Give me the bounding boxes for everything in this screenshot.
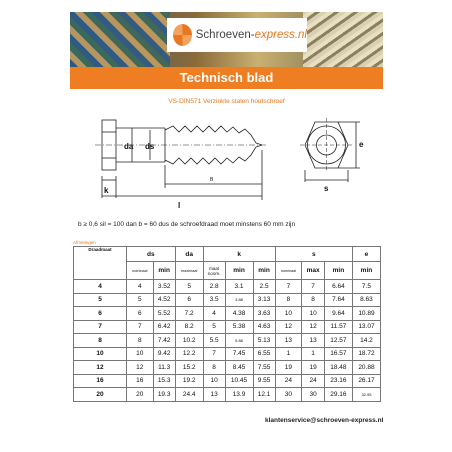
col-header-k: k (203, 247, 275, 262)
table-row (74, 307, 381, 321)
table-cell-k-max: 5.13 (253, 334, 275, 348)
label-l: l (178, 201, 181, 210)
table-cell-ds-min: 6.42 (153, 320, 175, 334)
table-cell-size: 7 (74, 320, 127, 334)
sub-s-min: min (324, 262, 352, 280)
sub-ds-nom: nominaal (127, 262, 154, 280)
table-cell-da: 19.2 (175, 374, 203, 388)
table-cell-k-nom: 7 (203, 347, 225, 361)
table-cell-ds-min: 7.42 (153, 334, 175, 348)
table-cell-e: 14.2 (352, 334, 380, 348)
table-cell-k-min: 7.45 (225, 347, 253, 361)
table-cell-s-nom: 10 (275, 307, 302, 321)
table-cell-da: 7.2 (175, 307, 203, 321)
table-cell-k-min: 3.1 (225, 280, 253, 294)
table-cell-ds-nom: 7 (127, 320, 154, 334)
table-cell-da: 5 (175, 280, 203, 294)
table-cell-ds-min: 9.42 (153, 347, 175, 361)
header-photo-tools (70, 12, 170, 67)
table-cell-s-min: 7.64 (324, 293, 352, 307)
logo (167, 18, 307, 52)
dimensions-label: Afmetingen (73, 240, 96, 245)
table-cell-ds-min: 11.3 (153, 361, 175, 375)
table-cell-e: 26.17 (352, 374, 380, 388)
table-cell-size: 8 (74, 334, 127, 348)
table-row (74, 374, 381, 388)
table-cell-k-min: 8.45 (225, 361, 253, 375)
table-cell-ds-min: 3.52 (153, 280, 175, 294)
table-cell-da: 24.4 (175, 388, 203, 402)
table-cell-s-min: 6.64 (324, 280, 352, 294)
table-cell-size: 12 (74, 361, 127, 375)
footer-email: klantenservice@schroeven-express.nl (265, 417, 384, 424)
logo-icon (173, 24, 192, 46)
table-cell-ds-nom: 4 (127, 280, 154, 294)
table-cell-ds-min: 19.3 (153, 388, 175, 402)
label-b: B (210, 177, 214, 183)
table-cell-k-nom: 2.8 (203, 280, 225, 294)
label-ds: ds (145, 142, 155, 151)
table-cell-s-max: 30 (302, 388, 325, 402)
table-cell-ds-nom: 10 (127, 347, 154, 361)
table-cell-ds-min: 4.52 (153, 293, 175, 307)
table-cell-ds-nom: 20 (127, 388, 154, 402)
sub-s-nom: nominaal (275, 262, 302, 280)
table-cell-ds-nom: 5 (127, 293, 154, 307)
table-cell-da: 15.2 (175, 361, 203, 375)
sub-e-min: min (352, 262, 380, 280)
table-cell-size: 5 (74, 293, 127, 307)
table-cell-k-max: 3.13 (253, 293, 275, 307)
label-e: e (359, 140, 364, 149)
table-row (74, 361, 381, 375)
table-cell-s-max: 19 (302, 361, 325, 375)
table-cell-da: 8.2 (175, 320, 203, 334)
table-cell-size: 10 (74, 347, 127, 361)
table-cell-k-min: 5.38 (225, 320, 253, 334)
table-cell-s-nom: 12 (275, 320, 302, 334)
table-cell-size: 4 (74, 280, 127, 294)
table-cell-s-max: 13 (302, 334, 325, 348)
sub-ds-min: min (153, 262, 175, 280)
col-header-size: Draadmaat (74, 247, 127, 280)
table-cell-k-max: 6.55 (253, 347, 275, 361)
table-cell-s-nom: 24 (275, 374, 302, 388)
table-cell-s-max: 24 (302, 374, 325, 388)
table-cell-k-nom: 5 (203, 320, 225, 334)
table-cell-ds-min: 15.3 (153, 374, 175, 388)
sub-k-max: min (253, 262, 275, 280)
table-cell-size: 20 (74, 388, 127, 402)
table-cell-k-nom: 4 (203, 307, 225, 321)
table-cell-k-nom: 3.5 (203, 293, 225, 307)
table-cell-s-nom: 13 (275, 334, 302, 348)
table-cell-e: 7.5 (352, 280, 380, 294)
table-cell-k-min: 13.9 (225, 388, 253, 402)
table-cell-e: 18.72 (352, 347, 380, 361)
table-cell-k-nom: 5.5 (203, 334, 225, 348)
col-header-s: s (275, 247, 352, 262)
header-banner (70, 12, 383, 67)
table-cell-e: 8.63 (352, 293, 380, 307)
table-cell-da: 10.2 (175, 334, 203, 348)
table-cell-k-nom: 13 (203, 388, 225, 402)
table-cell-da: 6 (175, 293, 203, 307)
table-cell-s-nom: 1 (275, 347, 302, 361)
col-header-da: da (175, 247, 203, 262)
table-cell-ds-min: 5.52 (153, 307, 175, 321)
col-header-e: e (352, 247, 380, 262)
table-cell-ds-nom: 16 (127, 374, 154, 388)
table-cell-s-min: 9.64 (324, 307, 352, 321)
sub-s-max: max (302, 262, 325, 280)
table-row (74, 293, 381, 307)
table-row (74, 280, 381, 294)
table-cell-s-min: 29.16 (324, 388, 352, 402)
table-cell-k-max: 9.55 (253, 374, 275, 388)
technical-drawing (70, 110, 383, 215)
table-cell-size: 16 (74, 374, 127, 388)
label-da: da (124, 142, 134, 151)
table-cell-s-min: 12.57 (324, 334, 352, 348)
table-cell-s-nom: 8 (275, 293, 302, 307)
thread-length-note: b ≥ 0,6 sil = 100 dan b = 60 dus de schroefdraad moet minstens 60 mm zijn (78, 221, 296, 228)
table-row (74, 388, 381, 402)
table-cell-e: 10.89 (352, 307, 380, 321)
table-cell-s-max: 8 (302, 293, 325, 307)
table-cell-k-max: 7.55 (253, 361, 275, 375)
table-row (74, 320, 381, 334)
table-cell-s-nom: 19 (275, 361, 302, 375)
table-cell-s-min: 11.57 (324, 320, 352, 334)
table-cell-ds-nom: 12 (127, 361, 154, 375)
table-cell-da: 12.2 (175, 347, 203, 361)
table-cell-s-max: 1 (302, 347, 325, 361)
table-cell-size: 6 (74, 307, 127, 321)
table-cell-k-nom: 8 (203, 361, 225, 375)
table-cell-s-min: 23.16 (324, 374, 352, 388)
table-cell-s-min: 18.48 (324, 361, 352, 375)
table-cell-s-nom: 30 (275, 388, 302, 402)
table-cell-k-max: 2.5 (253, 280, 275, 294)
sub-k-maat: maat noom. (203, 262, 225, 280)
label-k: k (104, 186, 109, 195)
thread-bottom (165, 147, 256, 164)
table-cell-k-min: 5.88 (225, 334, 253, 348)
table-cell-k-max: 3.63 (253, 307, 275, 321)
table-cell-ds-nom: 6 (127, 307, 154, 321)
table-cell-e: 32.95 (352, 388, 380, 402)
logo-text: Schroeven-express.nl (195, 29, 307, 41)
table-cell-s-min: 16.57 (324, 347, 352, 361)
table-cell-ds-nom: 8 (127, 334, 154, 348)
table-cell-s-nom: 7 (275, 280, 302, 294)
col-header-ds: ds (127, 247, 176, 262)
label-s: s (324, 184, 329, 193)
table-cell-e: 20.88 (352, 361, 380, 375)
header-photo-screws (303, 12, 383, 67)
table-cell-s-max: 12 (302, 320, 325, 334)
table-cell-k-min: 4.38 (225, 307, 253, 321)
table-cell-e: 13.07 (352, 320, 380, 334)
table-cell-k-nom: 10 (203, 374, 225, 388)
table-cell-k-max: 4.63 (253, 320, 275, 334)
page-title: Technisch blad (179, 70, 274, 85)
sub-k-min: min (225, 262, 253, 280)
table-row (74, 334, 381, 348)
dimensions-table (73, 246, 381, 402)
sub-da-max: maximaal (175, 262, 203, 280)
table-cell-k-max: 12.1 (253, 388, 275, 402)
table-cell-s-max: 7 (302, 280, 325, 294)
table-cell-k-min: 3.88 (225, 293, 253, 307)
table-row (74, 347, 381, 361)
thread-top (165, 126, 256, 143)
table-cell-k-min: 10.45 (225, 374, 253, 388)
table-cell-s-max: 10 (302, 307, 325, 321)
product-subtitle: VS-DIN571 Verzinkte stalen houtschroef (168, 98, 285, 105)
